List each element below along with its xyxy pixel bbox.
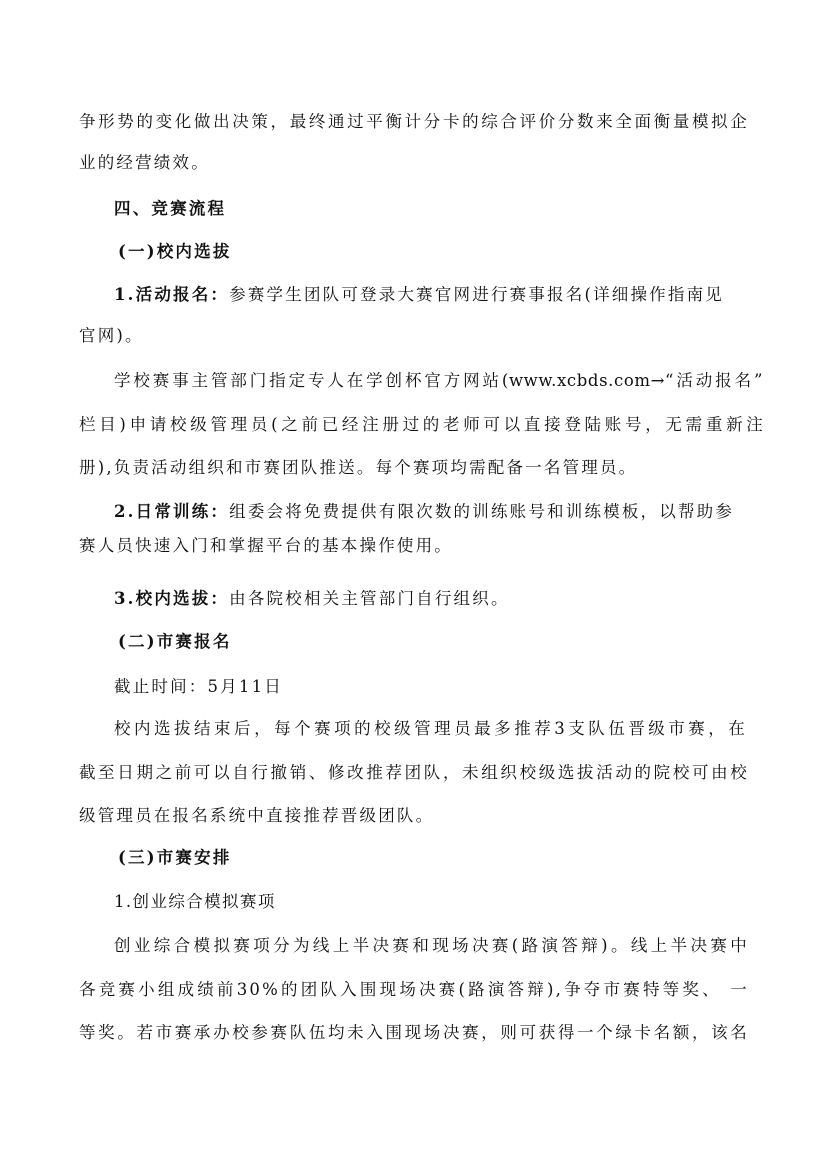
signup-paragraph-line-3: 级管理员在报名系统中直接推荐晋级团队。	[79, 806, 435, 825]
intro-line-2: 业的经营绩效。	[79, 153, 210, 172]
admin-paragraph-line-1: 学校赛事主管部门指定专人在学创杯官方网站(www.xcbds.com→“活动报名”	[114, 371, 763, 390]
item-campus-selection	[114, 588, 510, 610]
simulation-paragraph-line-3: 等奖。若市赛承办校参赛队伍均未入围现场决赛，则可获得一个绿卡名额，该名	[79, 1023, 749, 1042]
subsection-heading-3: (三)市赛安排	[118, 848, 232, 867]
simulation-paragraph-line-2: 各竞赛小组成绩前30%的团队入围现场决赛(路演答辩),争夺市赛特等奖、 一	[79, 980, 749, 999]
item-daily-training-cont: 赛人员快速入门和掌握平台的基本操作使用。	[79, 536, 453, 555]
admin-paragraph-line-2: 栏目)申请校级管理员(之前已经注册过的老师可以直接登陆账号，无需重新注	[79, 415, 765, 434]
signup-paragraph-line-1: 校内选拔结束后，每个赛项的校级管理员最多推荐3支队伍晋级市赛，在	[114, 719, 747, 738]
item-heading-simulation: 1.创业综合模拟赛项	[114, 892, 276, 911]
item-text: 由各院校相关主管部门自行组织。	[229, 589, 510, 608]
subsection-heading-1: (一)校内选拔	[118, 242, 232, 261]
section-heading: 四、竞赛流程	[114, 199, 227, 218]
item-label: 2.日常训练：	[114, 502, 230, 521]
deadline-text: 截止时间：5月11日	[114, 677, 283, 696]
item-text: 参赛学生团队可登录大赛官网进行赛事报名(详细操作指南见	[229, 285, 724, 304]
item-text: 组委会将免费提供有限次数的训练账号和训练模板，以帮助参	[229, 502, 735, 521]
item-activity-signup-cont: 官网)。	[79, 326, 144, 345]
item-daily-training	[114, 501, 734, 523]
item-activity-signup	[114, 284, 724, 306]
item-label: 3.校内选拔：	[114, 589, 230, 608]
admin-paragraph-line-3: 册),负责活动组织和市赛团队推送。每个赛项均需配备一名管理员。	[79, 458, 638, 477]
simulation-paragraph-line-1: 创业综合模拟赛项分为线上半决赛和现场决赛(路演答辩)。线上半决赛中	[114, 936, 749, 955]
item-label: 1.活动报名：	[114, 285, 230, 304]
subsection-heading-2: (二)市赛报名	[118, 632, 232, 651]
signup-paragraph-line-2: 截至日期之前可以自行撤销、修改推荐团队，未组织校级选拔活动的院校可由校	[79, 763, 749, 782]
intro-line-1: 争形势的变化做出决策，最终通过平衡计分卡的综合评价分数来全面衡量模拟企	[79, 112, 749, 131]
